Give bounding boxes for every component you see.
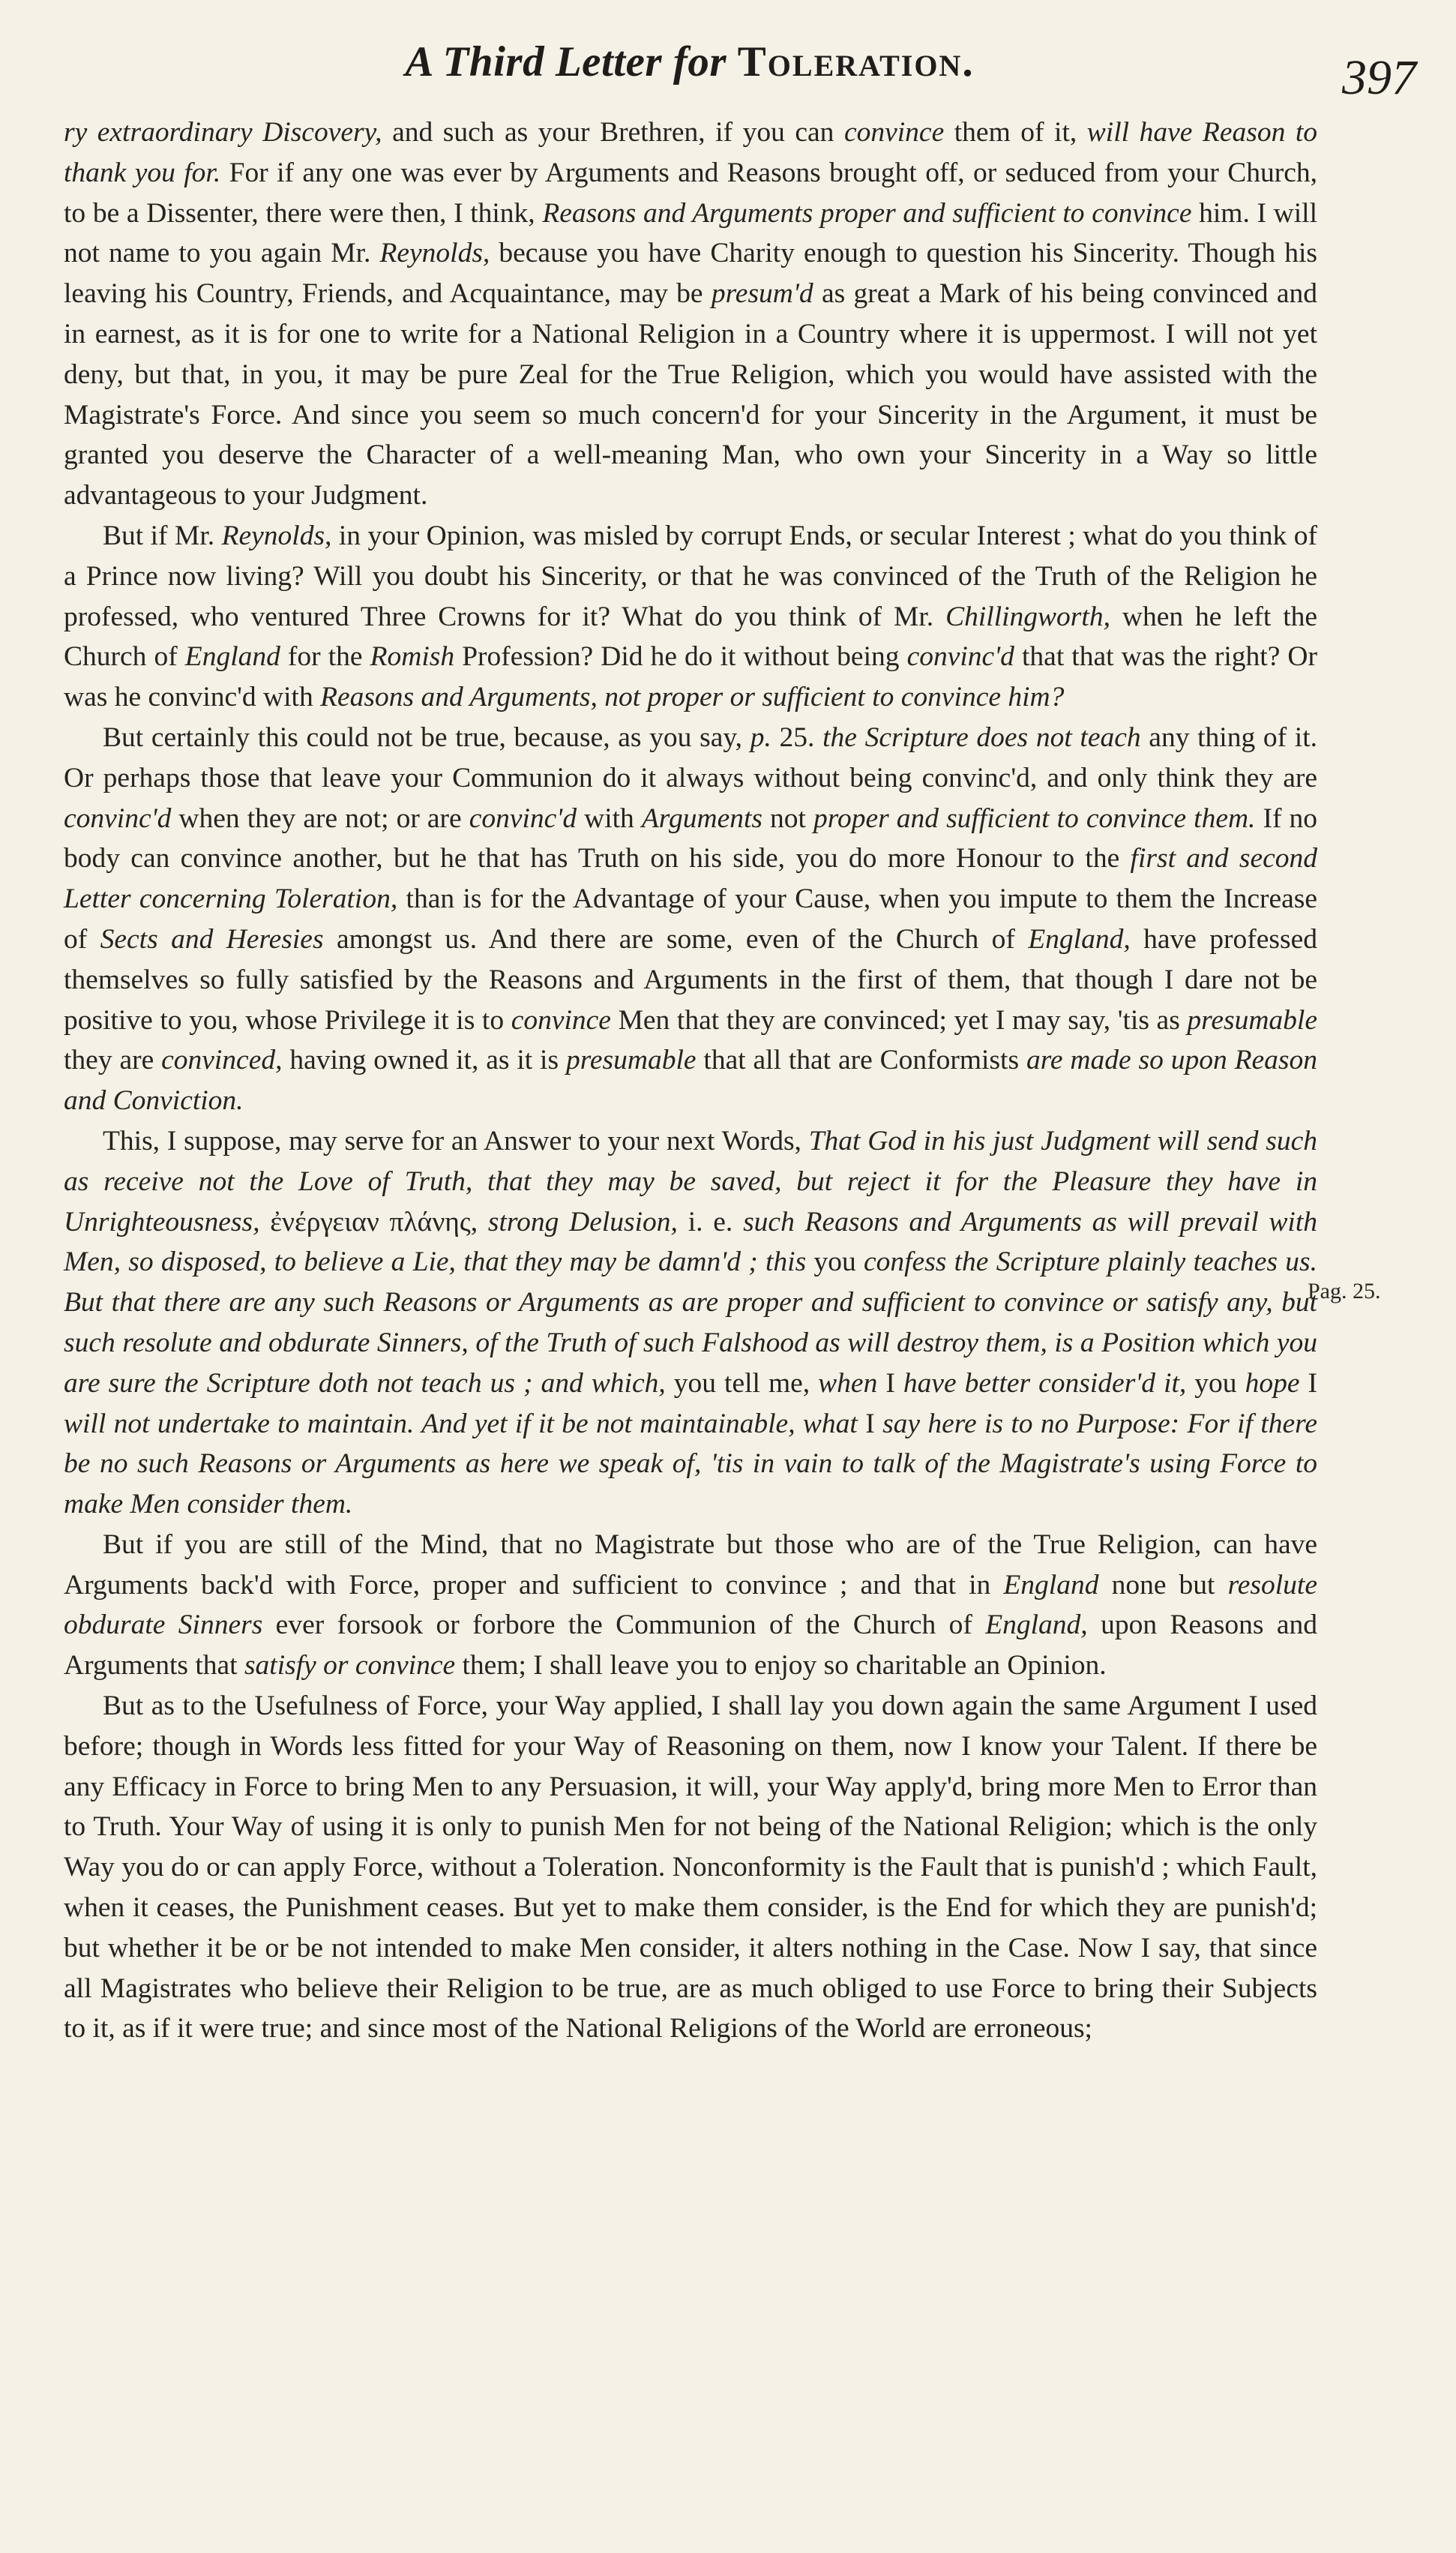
- text-run: amongst us. And there are some, even of the Church of: [323, 923, 1029, 955]
- text-run: proper and sufficient to convince them.: [813, 802, 1256, 834]
- text-run: p.: [750, 722, 771, 753]
- text-run: when he left the Church of: [64, 601, 1318, 673]
- text-run: presum'd: [711, 278, 813, 310]
- text-run: But as to the Usefulness of Force, your Way applied, I shall lay you down again the same Argument I used before; though in Words less fitted for your Way of Reasoning on them, now I know your Talent. If there be any Efficacy in Force to bring Men to any Persuasion, it will, your Way apply'd, bring more Men to Error than to Truth. Your Way of using it is only to punish Men for not being of the National Religion; which is the only Way you do or can apply Force, without a Toleration. Nonconformity is the Fault that is punish'd ; which Fault, when it ceases, the Punishment ceases. But yet to make them consider, is the End for which they are punish'd; but whether it be or be not intended to make Men consider, it alters nothing in the Case. Now I say, that since all Magistrates who believe their Religion to be true, are as much obliged to use Force to bring their Subjects to it, as if it were true; and since most of the National Religions of the World are erroneous;: [64, 1690, 1317, 2044]
- text-run: hope: [1245, 1367, 1300, 1399]
- text-run: But if Mr.: [103, 520, 222, 551]
- text-run: will not undertake to maintain. And yet if it be not maintainable, what: [64, 1408, 858, 1439]
- page-number: 397: [1342, 50, 1416, 105]
- text-run: This, I suppose, may serve for an Answer to your next Words,: [103, 1125, 809, 1156]
- text-run: ry extraordinary Discovery,: [64, 117, 382, 148]
- text-run: Reynolds,: [379, 238, 490, 269]
- text-run: you: [806, 1246, 864, 1278]
- text-run: convinc'd: [906, 641, 1014, 673]
- text-run: upon Reasons and Arguments that: [64, 1610, 1317, 1682]
- text-run: when they are not; or are: [171, 802, 469, 834]
- text-run: England,: [1028, 923, 1131, 955]
- text-run: say here is to no Purpose: For if there be no such Reasons or Arguments as here we speak of, 'tis in vain to talk of the Magistrate's using Force to make Men consider them.: [64, 1408, 1317, 1520]
- header-title-caps: Toleration.: [737, 38, 975, 86]
- text-run: are made so upon Reason and Conviction.: [64, 1045, 1317, 1117]
- text-run: confess the Scripture plainly teaches us. But that there are any such Reasons or Arguments as are proper and sufficient to convince or satisfy any, but such resolute and obdurate Sinners, of the Truth of such Falshood as will destroy them, is a Position which you are sure the Scripture doth not teach us ; and which,: [64, 1246, 1317, 1399]
- text-run: the Scripture does not teach: [822, 722, 1141, 753]
- marginal-note: Pag. 25.: [1308, 1279, 1381, 1304]
- text-run: they are: [64, 1045, 162, 1076]
- text-run: have better consider'd it,: [903, 1367, 1187, 1399]
- text-run: him. I will not name to you again Mr.: [64, 197, 1317, 269]
- header-title-italic: A Third Letter for: [405, 38, 738, 86]
- text-run: Reasons and Arguments proper and sufficient to convince: [542, 197, 1192, 229]
- text-run: Men that they are convinced; yet I may say, 'tis as: [610, 1004, 1188, 1036]
- text-run: them; I shall leave you to enjoy so charitable an Opinion.: [455, 1650, 1107, 1682]
- text-run: Profession? Did he do it without being: [454, 641, 907, 673]
- text-run: Chillingworth,: [945, 601, 1110, 632]
- paragraph-1: [64, 112, 1317, 516]
- text-run: in your Opinion, was misled by corrupt Ends, or secular Interest ; what do you think of a Prince now living? Will you doubt his Sincerity, or that he was convinced of the Truth of the Religion he professed, who ventured Three Crowns for it? What do you think of Mr.: [64, 520, 1317, 632]
- text-run: with: [577, 802, 642, 834]
- text-run: having owned it, as it is: [282, 1045, 566, 1076]
- text-run: convince: [511, 1004, 611, 1036]
- text-run: Sects and Heresies: [100, 923, 324, 955]
- text-run: I: [1299, 1367, 1317, 1399]
- text-run: than is for the Advantage of your Cause, when you impute to them the Increase of: [64, 884, 1317, 955]
- text-run: presumable: [1187, 1004, 1317, 1036]
- text-run: England: [1003, 1569, 1099, 1600]
- text-run: you: [1186, 1367, 1245, 1399]
- text-run: that all that are Conformists: [696, 1045, 1026, 1076]
- text-run: For if any one was ever by Arguments and Reasons brought off, or seduced from your Church, to be a Dissenter, there were then, I think,: [64, 157, 1317, 229]
- text-run: resolute obdurate Sinners: [64, 1569, 1317, 1641]
- text-run: i. e.: [677, 1206, 744, 1238]
- paragraph-2: [64, 516, 1317, 718]
- text-run: such Reasons and Arguments as will prevail with Men, so disposed, to believe a Lie, that they may be damn'd ; this: [64, 1206, 1317, 1278]
- text-run: If no body can convince another, but he that has Truth on his side, you do more Honour to the: [64, 802, 1318, 874]
- text-run: convinced,: [161, 1045, 283, 1076]
- text-run: any thing of it. Or perhaps those that leave your Communion do it always without being convinc'd, and only think they are: [64, 722, 1318, 794]
- paragraph-4: [64, 1121, 1317, 1525]
- text-run: them of it,: [944, 117, 1087, 148]
- text-run: Reynolds,: [221, 520, 332, 551]
- text-run: when: [818, 1367, 878, 1399]
- text-run: Arguments: [641, 802, 762, 834]
- body-text: [64, 112, 1317, 2049]
- text-run: But certainly this could not be true, because, as you say,: [103, 722, 750, 753]
- text-run: none but: [1098, 1569, 1228, 1600]
- text-run: I: [857, 1408, 883, 1439]
- text-run: 25.: [771, 722, 823, 753]
- paragraph-3: [64, 718, 1317, 1121]
- text-run: that that was the right? Or was he convinc'd with: [64, 641, 1318, 713]
- text-run: because you have Charity enough to question his Sincerity. Though his leaving his Country, Friends, and Acquaintance, may be: [64, 238, 1317, 310]
- text-run: convinc'd: [64, 802, 172, 834]
- text-run: England,: [985, 1610, 1088, 1641]
- text-run: I: [877, 1367, 903, 1399]
- paragraph-5: [64, 1525, 1317, 1686]
- text-run: England: [184, 641, 280, 673]
- text-run: will have Reason to thank you for.: [64, 117, 1318, 188]
- text-run: convinc'd: [469, 802, 577, 834]
- text-run: you tell me,: [665, 1367, 819, 1399]
- text-run: and such as your Brethren, if you can: [382, 117, 844, 148]
- text-run: ἐνέργειαν πλάνης,: [259, 1206, 488, 1238]
- text-run: convince: [843, 117, 945, 148]
- text-run: presumable: [565, 1045, 697, 1076]
- text-run: satisfy or convince: [244, 1650, 456, 1682]
- text-run: strong Delusion,: [487, 1206, 678, 1238]
- text-run: That God in his just Judgment will send such as receive not the Love of Truth, that they may be saved, but reject it for the Pleasure they have in Unrighteousness,: [64, 1125, 1318, 1238]
- running-header: [375, 38, 1005, 86]
- text-run: But if you are still of the Mind, that no Magistrate but those who are of the True Religion, can have Arguments back'd with Force, proper and sufficient to convince ; and that in: [64, 1528, 1317, 1600]
- text-run: Romish: [370, 641, 455, 673]
- paragraph-6: [64, 1686, 1317, 2049]
- text-run: for the: [280, 641, 370, 673]
- text-run: ever forsook or forbore the Communion of the Church of: [262, 1610, 986, 1641]
- text-run: not: [762, 802, 814, 834]
- text-run: Reasons and Arguments, not proper or sufficient to convince him?: [320, 682, 1065, 713]
- text-run: as great a Mark of his being convinced and in earnest, as it is for one to write for a National Religion in a Country where it is uppermost. I will not yet deny, but that, in you, it may be pure Zeal for the True Religion, which you would have assisted with the Magistrate's Force. And since you seem so much concern'd for your Sincerity in the Argument, it must be granted you deserve the Character of a well-meaning Man, who own your Sincerity in a Way so little advantageous to your Judgment.: [64, 278, 1317, 512]
- text-run: have professed themselves so fully satisfied by the Reasons and Arguments in the first of them, that though I dare not be positive to you, whose Privilege it is to: [64, 923, 1317, 1036]
- text-run: first and second Letter concerning Toleration,: [64, 843, 1317, 915]
